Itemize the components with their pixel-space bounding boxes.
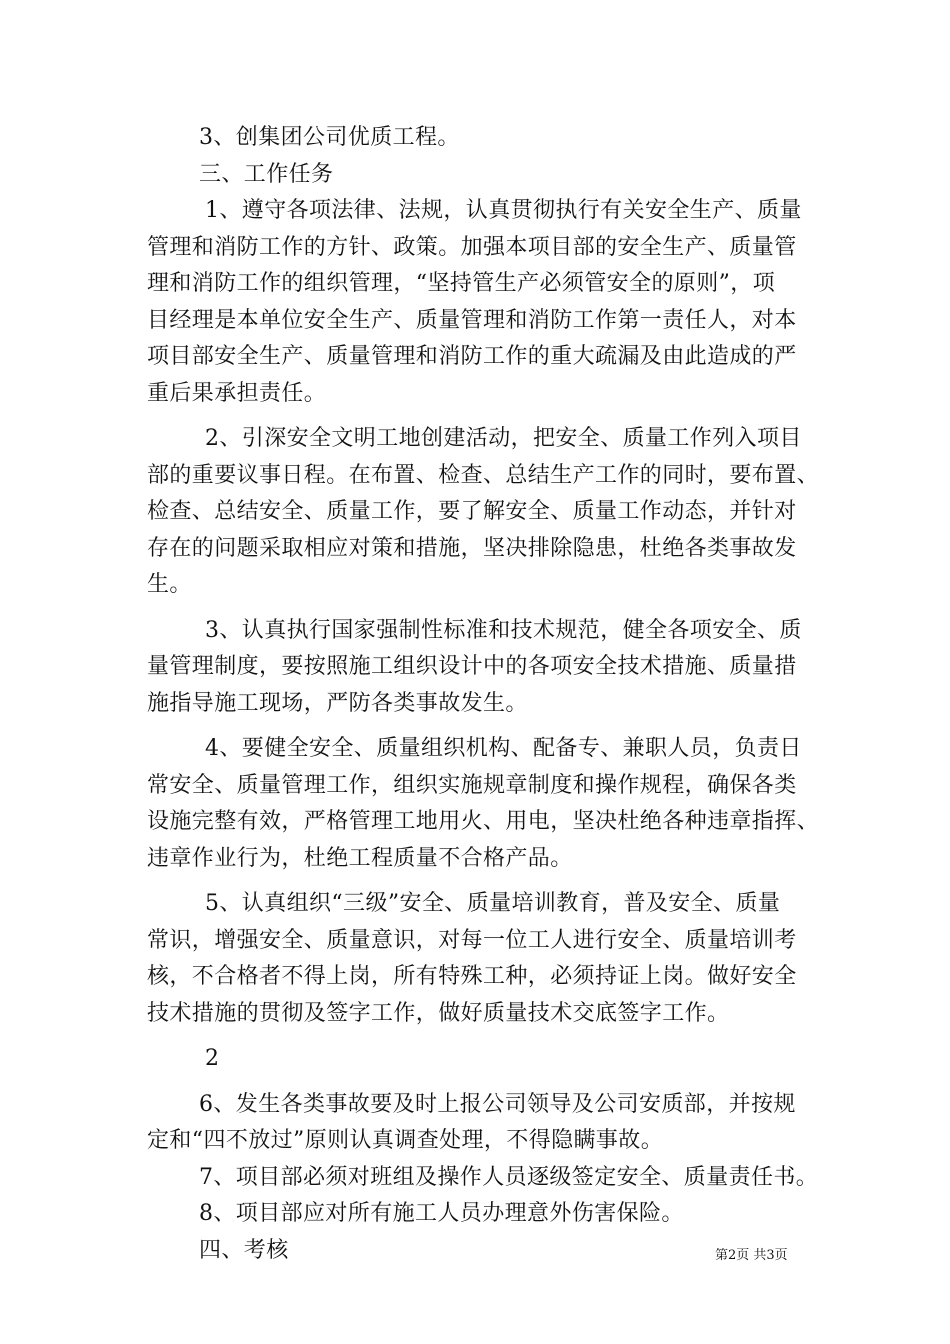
paragraph-spacing xyxy=(147,877,812,886)
paragraph-line: 存在的问题采取相应对策和措施，坚决排除隐患，杜绝各类事故发 xyxy=(147,535,797,561)
paragraph-spacing xyxy=(147,1078,812,1087)
paragraph-line: 1、遵守各项法律、法规，认真贯彻执行有关安全生产、质量 xyxy=(205,198,802,223)
paragraph-line: 技术措施的贯彻及签字工作，做好质量技术交底签字工作。 xyxy=(147,1000,730,1026)
paragraph-line: 生。 xyxy=(147,572,192,597)
paragraph-line: 违章作业行为，杜绝工程质量不合格产品。 xyxy=(147,845,573,871)
paragraph-line: 4、要健全安全、质量组织机构、配备专、兼职人员，负责日 xyxy=(205,736,802,761)
paragraph-line: 管理和消防工作的方针、政策。加强本项目部的安全生产、质量管 xyxy=(147,234,797,260)
paragraph-line: 7、项目部必须对班组及操作人员逐级签定安全、质量责任书。 xyxy=(199,1164,819,1190)
paragraph xyxy=(147,613,812,723)
paragraph-line: 3、认真执行国家强制性标准和技术规范，健全各项安全、质 xyxy=(205,617,802,643)
paragraph-line: 核，不合格者不得上岗，所有特殊工种，必须持证上岗。做好安全 xyxy=(147,964,797,989)
paragraph xyxy=(147,193,812,412)
paragraph-line: 部的重要议事日程。在布置、检查、总结生产工作的同时，要布置、 xyxy=(147,462,820,488)
paragraph xyxy=(147,1041,812,1078)
paragraph-line: 施指导施工现场，严防各类事故发生。 xyxy=(147,690,528,716)
paragraph xyxy=(147,886,812,1032)
paragraph-line: 设施完整有效，严格管理工地用火、用电，坚决杜绝各种违章指挥、 xyxy=(147,809,820,834)
document-body xyxy=(147,120,820,1269)
paragraph-line: 5、认真组织“三级”安全、质量培训教育，普及安全、质量 xyxy=(205,891,781,916)
paragraph xyxy=(147,1087,812,1160)
paragraph-line: 常识，增强安全、质量意识，对每一位工人进行安全、质量培训考 xyxy=(147,927,797,953)
paragraph-spacing xyxy=(147,412,812,421)
paragraph-line: 8、项目部应对所有施工人员办理意外伤害保险。 xyxy=(199,1201,684,1226)
paragraph xyxy=(147,421,820,604)
paragraph-line: 常安全、质量管理工作，组织实施规章制度和操作规程，确保各类 xyxy=(147,772,797,798)
page-number-footer: 第2页 共3页 xyxy=(715,1248,788,1263)
paragraph-line: 四、考核 xyxy=(199,1237,289,1263)
paragraph-line: 2、引深安全文明工地创建活动，把安全、质量工作列入项目 xyxy=(205,426,802,451)
paragraph-line: 目经理是本单位安全生产、质量管理和消防工作第一责任人，对本 xyxy=(147,307,797,333)
paragraph-line: 检查、总结安全、质量工作，要了解安全、质量工作动态，并针对 xyxy=(147,499,797,524)
paragraph xyxy=(147,731,820,877)
paragraph-line: 三、工作任务 xyxy=(199,161,334,187)
paragraph-line: 重后果承担责任。 xyxy=(147,380,327,406)
paragraph-line: 量管理制度，要按照施工组织设计中的各项安全技术措施、质量措 xyxy=(147,654,797,679)
paragraph-line: 3、创集团公司优质工程。 xyxy=(199,125,460,150)
paragraph xyxy=(147,157,812,194)
paragraph-line: 理和消防工作的组织管理，“坚持管生产必须管安全的原则”，项 xyxy=(147,271,776,296)
paragraph xyxy=(147,1160,819,1197)
paragraph-line: 项目部安全生产、质量管理和消防工作的重大疏漏及由此造成的严 xyxy=(147,344,797,369)
paragraph xyxy=(147,1233,812,1270)
paragraph-spacing xyxy=(147,722,812,731)
paragraph-spacing xyxy=(147,604,812,613)
paragraph xyxy=(147,120,812,157)
paragraph xyxy=(147,1196,812,1233)
paragraph-line: 定和“四不放过”原则认真调查处理，不得隐瞒事故。 xyxy=(147,1128,664,1153)
paragraph-line: 6、发生各类事故要及时上报公司领导及公司安质部，并按规 xyxy=(199,1091,796,1117)
paragraph-line: 2 xyxy=(205,1046,220,1071)
paragraph-spacing xyxy=(147,1032,812,1041)
